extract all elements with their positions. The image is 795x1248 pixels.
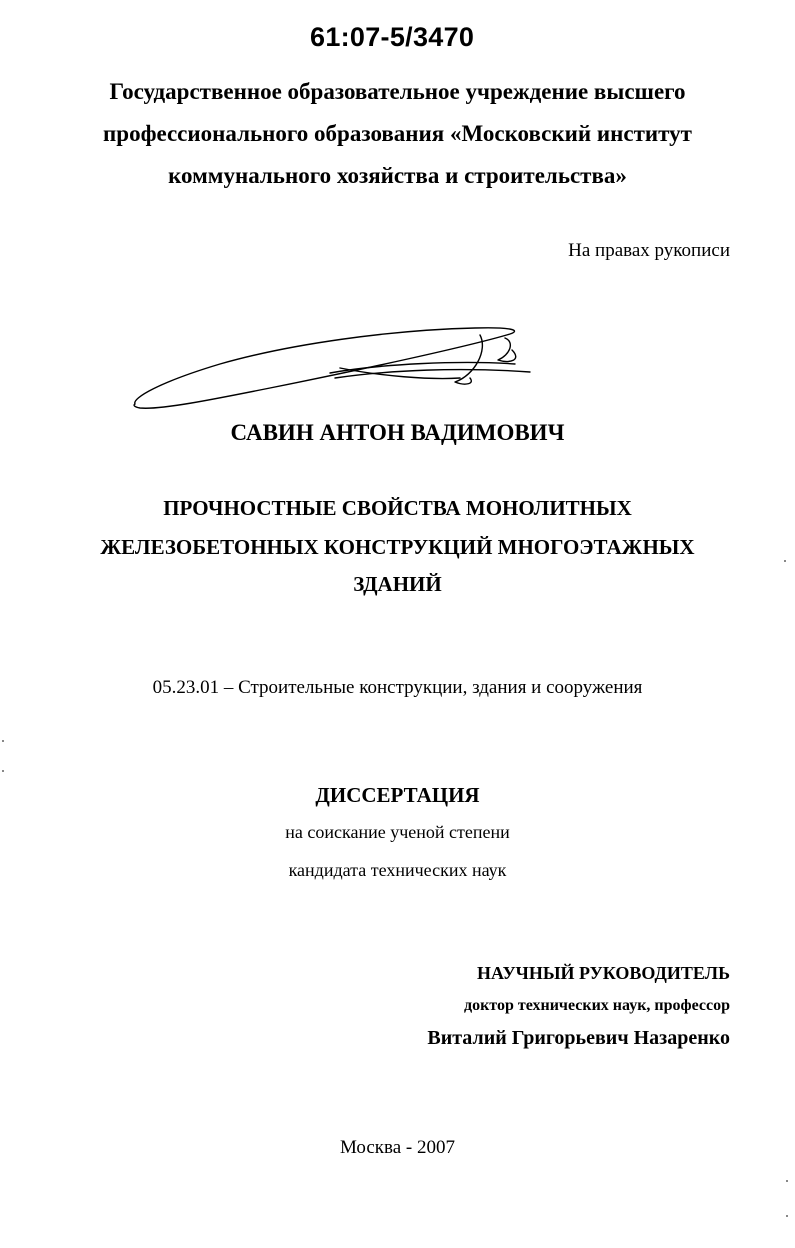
manuscript-rights-note: На правах рукописи	[568, 240, 730, 261]
scan-speck	[2, 770, 4, 772]
city-year: Москва - 2007	[339, 1137, 456, 1158]
document-type-heading: ДИССЕРТАЦИЯ	[315, 783, 480, 807]
scan-speck	[786, 1180, 788, 1182]
signature-image	[130, 320, 550, 415]
archive-stamp-number: 61:07-5/3470	[310, 22, 475, 52]
dissertation-title-line-3: ЗДАНИЙ	[353, 572, 442, 596]
dissertation-title-line-1: ПРОЧНОСТНЫЕ СВОЙСТВА МОНОЛИТНЫХ	[163, 496, 632, 520]
scan-speck	[2, 740, 4, 742]
institution-line-2: профессионального образования «Московский институт	[103, 121, 692, 146]
scan-speck	[784, 560, 786, 562]
specialty-code: 05.23.01 – Строительные конструкции, здания и сооружения	[152, 677, 643, 698]
institution-line-3: коммунального хозяйства и строительства»	[168, 163, 627, 188]
dissertation-title-line-2: ЖЕЛЕЗОБЕТОННЫХ КОНСТРУКЦИЙ МНОГОЭТАЖНЫХ	[100, 535, 695, 559]
degree-line-1: на соискание ученой степени	[285, 822, 510, 842]
institution-line-1: Государственное образовательное учреждение высшего	[109, 79, 686, 104]
supervisor-title: доктор технических наук, профессор	[463, 997, 730, 1014]
author-name: САВИН АНТОН ВАДИМОВИЧ	[230, 420, 565, 445]
scan-speck	[786, 1215, 788, 1217]
supervisor-label: НАУЧНЫЙ РУКОВОДИТЕЛЬ	[477, 963, 730, 983]
degree-line-2: кандидата технических наук	[288, 860, 507, 880]
supervisor-name: Виталий Григорьевич Назаренко	[427, 1027, 730, 1049]
